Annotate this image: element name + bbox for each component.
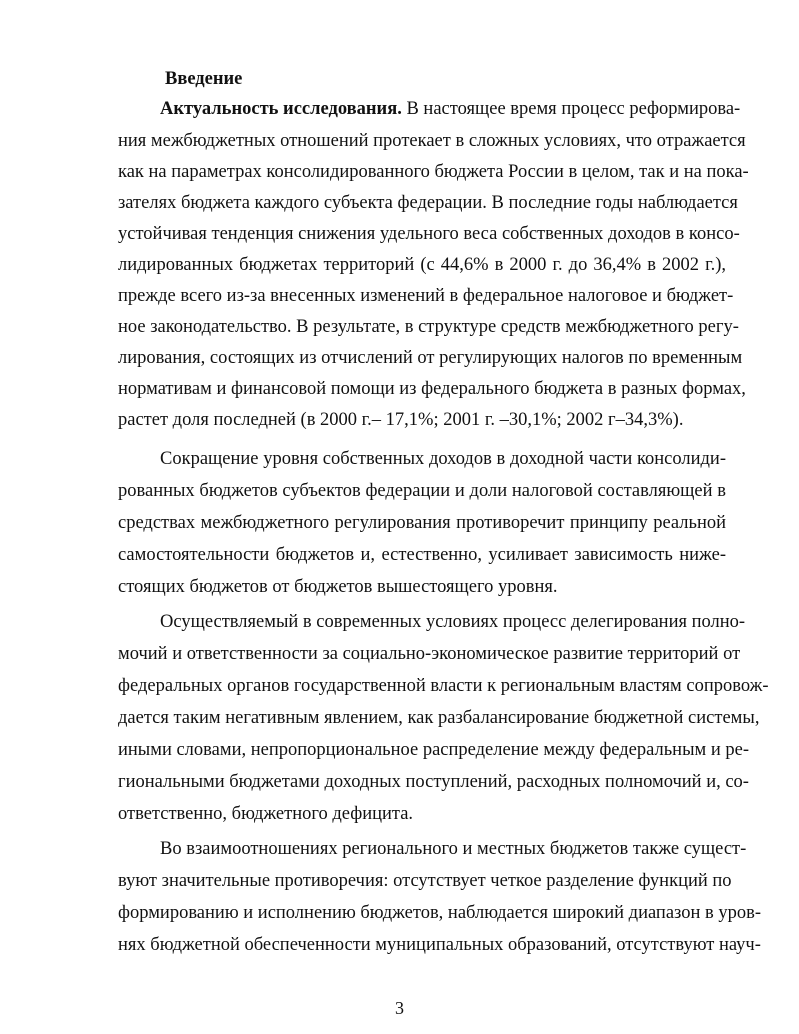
text-line: самостоятельности бюджетов и, естественно, усиливает зависимость ниже- xyxy=(118,545,726,565)
text-line: ответственно, бюджетного дефицита. xyxy=(118,804,414,824)
text-line: устойчивая тенденция снижения удельного веса собственных доходов в консо- xyxy=(118,224,740,244)
text-line: нормативам и финансовой помощи из федерального бюджета в разных формах, xyxy=(118,379,746,399)
text-line xyxy=(160,98,741,120)
text-line: вуют значительные противоречия: отсутствует четкое разделение функций по xyxy=(118,871,732,891)
text-line: иными словами, непропорциональное распределение между федеральным и ре- xyxy=(118,740,749,760)
text-line: зателях бюджета каждого субъекта федерации. В последние годы наблюдается xyxy=(118,193,738,213)
text-line: лирования, состоящих из отчислений от регулирующих налогов по временным xyxy=(118,348,743,368)
text-line: ния межбюджетных отношений протекает в сложных условиях, что отражается xyxy=(118,131,746,151)
section-heading: Введение xyxy=(165,69,243,89)
text-line: дается таким негативным явлением, как разбалансирование бюджетной системы, xyxy=(118,708,760,728)
text-line: федеральных органов государственной власти к региональным властям сопровож- xyxy=(118,676,769,696)
bold-lead-phrase: Актуальность исследования. xyxy=(160,99,402,119)
text-line: Во взаимоотношениях регионального и местных бюджетов также сущест- xyxy=(160,839,747,859)
text-line: ное законодательство. В результате, в структуре средств межбюджетного регу- xyxy=(118,317,739,337)
line-text: В настоящее время процесс реформирова- xyxy=(401,99,741,119)
text-line: формированию и исполнению бюджетов, наблюдается широкий диапазон в уров- xyxy=(118,903,762,923)
text-line: Сокращение уровня собственных доходов в доходной части консолиди- xyxy=(160,449,726,469)
text-line: лидированных бюджетах территорий (с 44,6% в 2000 г. до 36,4% в 2002 г.), xyxy=(118,255,726,275)
text-line: средствах межбюджетного регулирования противоречит принципу реальной xyxy=(118,513,726,533)
text-line: Осуществляемый в современных условиях процесс делегирования полно- xyxy=(160,612,746,632)
text-line: стоящих бюджетов от бюджетов вышестоящего уровня. xyxy=(118,577,558,597)
page-number: 3 xyxy=(395,998,404,1018)
text-line: нях бюджетной обеспеченности муниципальных образований, отсутствуют науч- xyxy=(118,935,761,955)
text-line: гиональными бюджетами доходных поступлений, расходных полномочий и, со- xyxy=(118,772,749,792)
text-line: мочий и ответственности за социально-экономическое развитие территорий от xyxy=(118,644,741,664)
text-line: растет доля последней (в 2000 г.– 17,1%; 2001 г. –30,1%; 2002 г–34,3%). xyxy=(118,410,684,430)
text-line: прежде всего из-за внесенных изменений в федеральное налоговое и бюджет- xyxy=(118,286,734,306)
text-line: как на параметрах консолидированного бюджета России в целом, так и на пока- xyxy=(118,162,749,182)
text-line: рованных бюджетов субъектов федерации и доли налоговой составляющей в xyxy=(118,481,726,501)
